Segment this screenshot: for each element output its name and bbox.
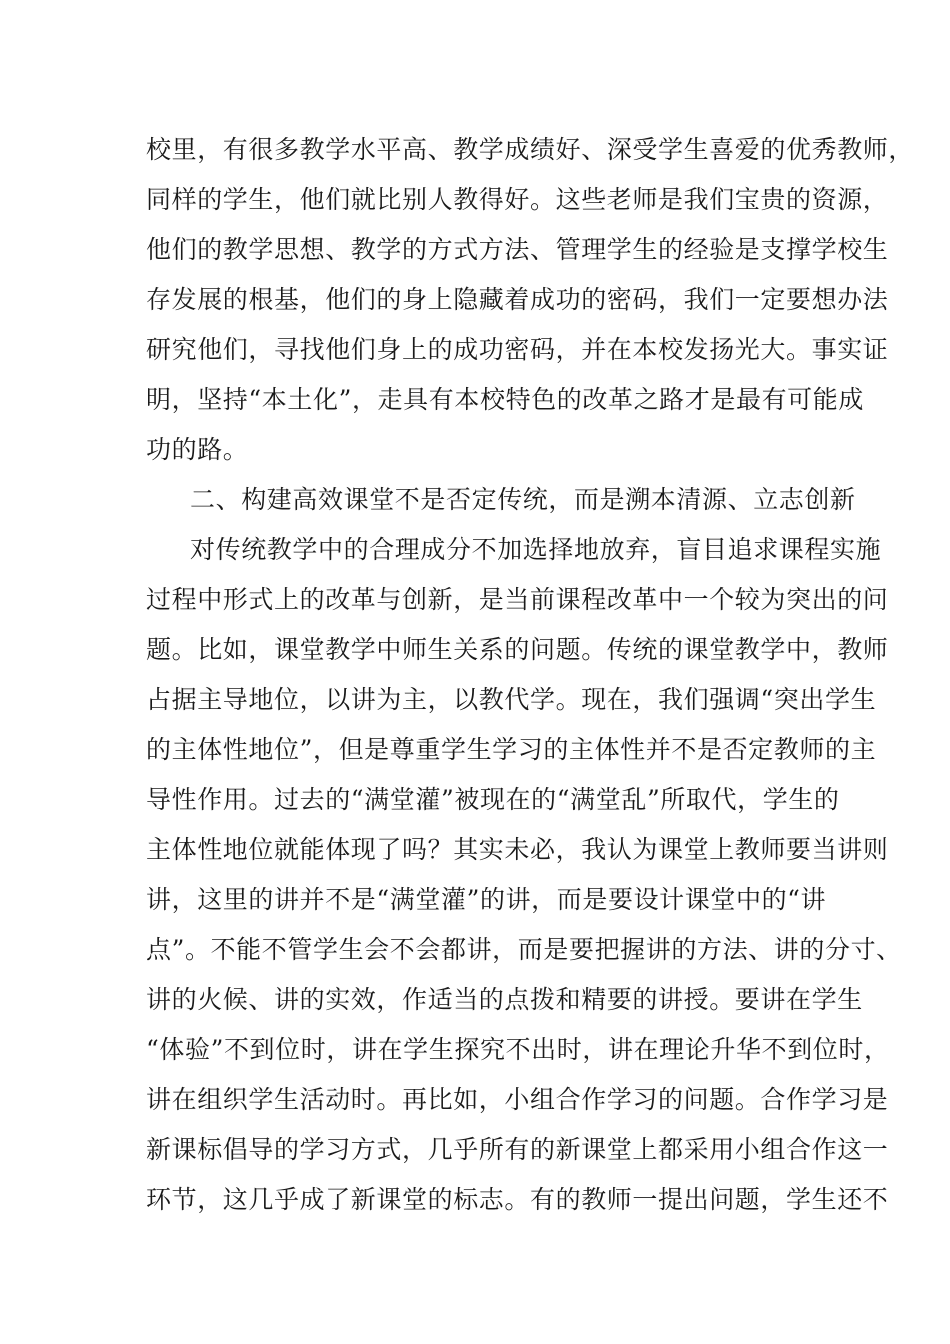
text-line: “体验”不到位时，讲在学生探究不出时，讲在理论升华不到位时， — [146, 1035, 890, 1064]
text-line: 明，坚持“本土化”，走具有本校特色的改革之路才是最有可能成 — [146, 385, 864, 414]
section-heading: 二、构建高效课堂不是否定传统，而是溯本清源、立志创新 — [190, 485, 856, 514]
text-line: 主体性地位就能体现了吗？其实未必，我认为课堂上教师要当讲则 — [146, 835, 889, 864]
text-line: 过程中形式上的改革与创新，是当前课程改革中一个较为突出的问 — [146, 585, 889, 614]
text-line: 点”。不能不管学生会不会都讲，而是要把握讲的方法、讲的分寸、 — [146, 935, 902, 964]
text-line: 题。比如，课堂教学中师生关系的问题。传统的课堂教学中，教师 — [146, 635, 889, 664]
text-line: 功的路。 — [146, 435, 249, 464]
text-line: 对传统教学中的合理成分不加选择地放弃，盲目追求课程实施 — [190, 535, 882, 564]
text-line: 讲的火候、讲的实效，作适当的点拨和精要的讲授。要讲在学生 — [146, 985, 863, 1014]
text-line: 占据主导地位，以讲为主，以教代学。现在，我们强调“突出学生 — [146, 685, 877, 714]
text-line: 同样的学生，他们就比别人教得好。这些老师是我们宝贵的资源， — [146, 185, 889, 214]
text-line: 讲在组织学生活动时。再比如，小组合作学习的问题。合作学习是 — [146, 1085, 889, 1114]
text-line: 讲，这里的讲并不是“满堂灌”的讲，而是要设计课堂中的“讲 — [146, 885, 827, 914]
text-line: 校里，有很多教学水平高、教学成绩好、深受学生喜爱的优秀教师， — [146, 135, 915, 164]
text-line: 的主体性地位”，但是尊重学生学习的主体性并不是否定教师的主 — [146, 735, 877, 764]
text-line: 存发展的根基，他们的身上隐藏着成功的密码，我们一定要想办法 — [146, 285, 889, 314]
text-line: 他们的教学思想、教学的方式方法、管理学生的经验是支撑学校生 — [146, 235, 889, 264]
text-line: 新课标倡导的学习方式，几乎所有的新课堂上都采用小组合作这一 — [146, 1135, 889, 1164]
text-line: 研究他们，寻找他们身上的成功密码，并在本校发扬光大。事实证 — [146, 335, 889, 364]
text-line: 导性作用。过去的“满堂灌”被现在的“满堂乱”所取代，学生的 — [146, 785, 840, 814]
text-line: 环节，这几乎成了新课堂的标志。有的教师一提出问题，学生还不 — [146, 1185, 889, 1214]
